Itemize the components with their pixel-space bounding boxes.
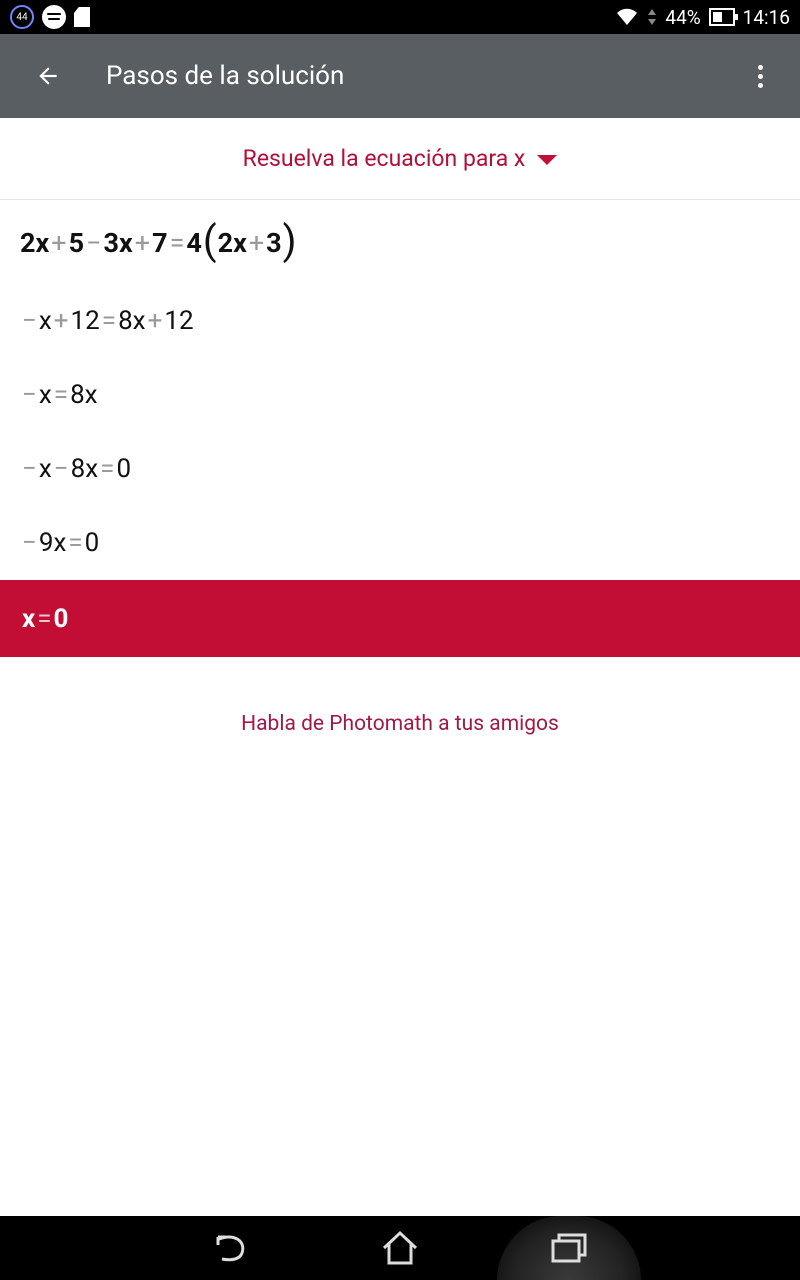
nav-recents-icon [549, 1231, 589, 1265]
term: 4 [186, 227, 202, 259]
status-bar [0, 0, 800, 34]
notification-count-icon: 44 [10, 5, 34, 29]
operator: = [53, 380, 69, 410]
operator: + [134, 227, 151, 259]
term: 5 [68, 227, 85, 259]
nav-back-icon [210, 1231, 250, 1265]
term: 0 [53, 603, 69, 634]
term: 8x [70, 454, 99, 484]
operator: = [100, 454, 115, 484]
data-arrows-icon [647, 7, 657, 27]
status-right [615, 6, 790, 29]
operator: + [51, 227, 67, 259]
method-label: Resuelva la ecuación para x [242, 145, 526, 172]
more-vert-dot [758, 83, 763, 88]
term: 3 [266, 227, 282, 259]
term: 3x [103, 227, 133, 259]
operator: = [169, 227, 185, 259]
result-bar[interactable] [0, 580, 800, 657]
operator: = [37, 603, 52, 634]
term: x [38, 306, 52, 336]
step-4[interactable] [20, 444, 131, 494]
term: x [38, 454, 52, 484]
operator: = [68, 528, 83, 558]
step-2[interactable] [20, 296, 194, 346]
operator: − [22, 380, 37, 410]
sd-card-icon [74, 7, 90, 27]
term: 8x [70, 380, 98, 410]
parenthesis: ( [202, 217, 217, 264]
spotify-icon [42, 5, 66, 29]
term: 12 [164, 306, 194, 336]
operator: = [101, 306, 117, 336]
status-left [10, 5, 90, 29]
operator: − [22, 528, 37, 558]
share-link[interactable]: Habla de Photomath a tus amigos [241, 712, 559, 736]
more-vert-dot [758, 74, 763, 79]
nav-home-icon [380, 1230, 420, 1266]
app-bar [0, 34, 800, 118]
term: x [38, 380, 52, 410]
wifi-icon [615, 7, 639, 27]
operator: + [147, 306, 163, 336]
term: 2x [20, 227, 50, 259]
term: 2x [217, 227, 247, 259]
operator: − [53, 454, 69, 484]
step-5[interactable] [20, 518, 99, 568]
step-1[interactable] [20, 218, 298, 268]
page-title: Pasos de la solución [106, 61, 345, 91]
nav-back-button[interactable] [170, 1216, 290, 1280]
term: 0 [84, 528, 100, 558]
operator: + [53, 306, 69, 336]
term: 7 [152, 227, 168, 259]
status-time: 14:16 [742, 5, 790, 29]
term: x [22, 603, 36, 634]
operator: − [86, 227, 102, 259]
method-selector[interactable] [0, 118, 800, 200]
battery-icon [709, 8, 735, 26]
operator: − [22, 454, 37, 484]
battery-percent: 44% [665, 5, 701, 29]
nav-recents-button[interactable] [509, 1216, 629, 1280]
more-vert-icon [758, 65, 763, 70]
term: 0 [116, 454, 132, 484]
nav-home-button[interactable] [340, 1216, 460, 1280]
back-button[interactable] [0, 34, 96, 118]
operator: − [22, 306, 37, 336]
more-options-button[interactable] [720, 34, 800, 118]
arrow-left-icon [35, 63, 61, 89]
term: 12 [70, 306, 100, 336]
term: 8x [118, 306, 146, 336]
term: 9x [38, 528, 67, 558]
caret-down-icon [537, 155, 557, 165]
step-3[interactable] [20, 370, 98, 420]
parenthesis: ) [282, 217, 297, 264]
operator: + [248, 227, 265, 259]
